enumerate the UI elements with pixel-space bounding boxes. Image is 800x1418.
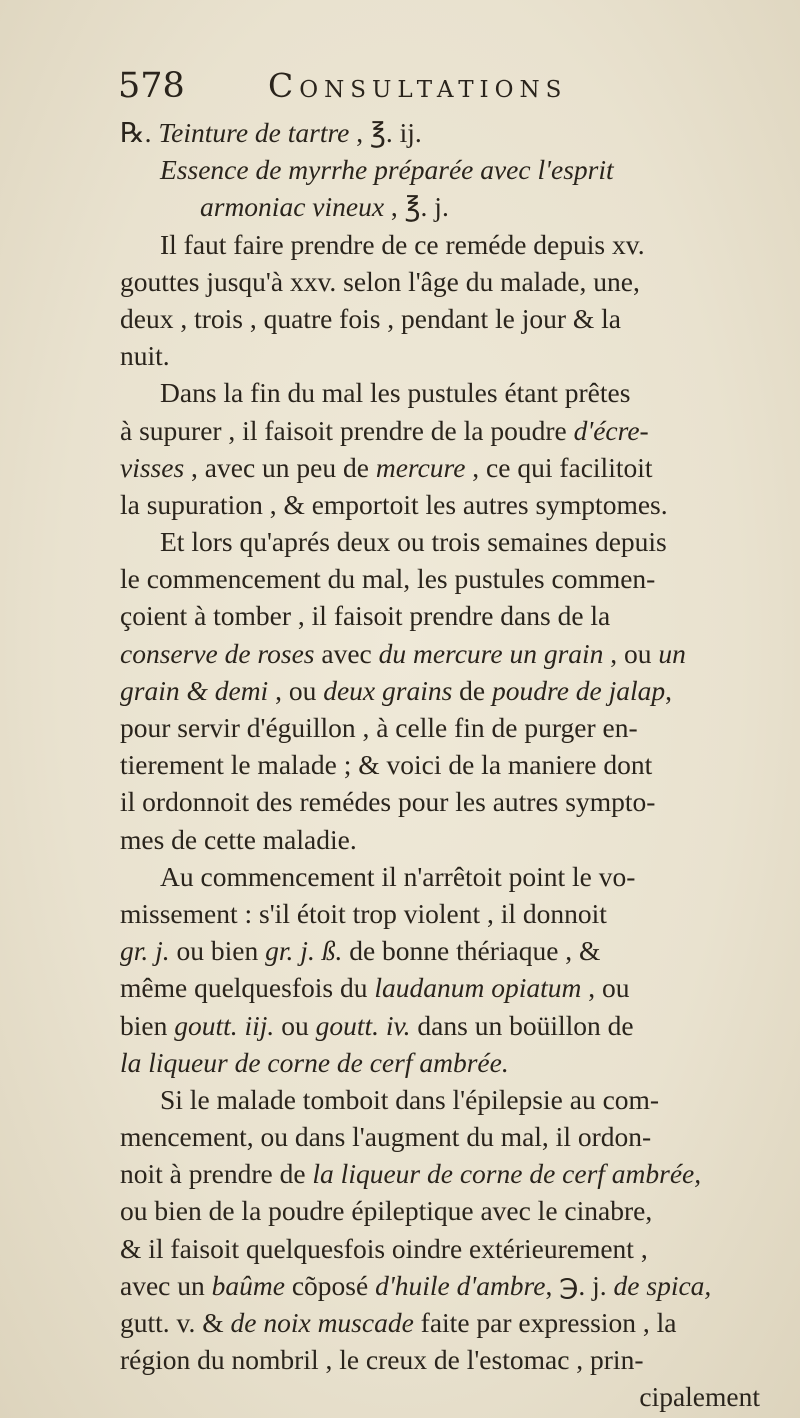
text-segment: ,	[665, 674, 673, 706]
text-line	[120, 932, 760, 969]
text-segment: Dans la fin du mal les pustules étant prêtes	[160, 377, 631, 409]
text-segment: tierement le malade ; & voici de la maniere dont	[120, 749, 653, 781]
page-header	[118, 66, 618, 116]
text-line	[120, 1081, 760, 1118]
text-line	[120, 374, 760, 411]
text-segment: Et lors qu'aprés deux ou trois semaines depuis	[160, 526, 667, 558]
text-segment: noit à prendre de	[120, 1158, 313, 1190]
italic-segment: un	[658, 637, 686, 669]
text-line	[120, 709, 760, 746]
text-segment: çoient à tomber , il faisoit prendre dans de la	[120, 600, 611, 632]
text-segment: dans un boüillon de	[410, 1009, 634, 1041]
text-line	[120, 1155, 760, 1192]
text-line	[120, 858, 760, 895]
text-line	[120, 783, 760, 820]
italic-segment: gr. j. ß.	[265, 935, 343, 967]
italic-segment: armoniac vineux	[200, 191, 385, 223]
italic-segment: Essence de myrrhe préparée avec l'esprit	[160, 154, 614, 186]
italic-segment: grain & demi	[120, 674, 269, 706]
text-line	[120, 1304, 760, 1341]
text-segment: pour servir d'éguillon , à celle fin de purger en-	[120, 712, 638, 743]
text-line	[120, 821, 760, 858]
text-line	[120, 1044, 760, 1081]
text-segment: gutt. v. &	[120, 1307, 231, 1338]
text-segment: ou	[274, 1009, 316, 1041]
text-line	[120, 449, 760, 486]
text-line	[120, 1267, 760, 1304]
text-line	[120, 1118, 760, 1155]
italic-segment: deux grains	[323, 674, 453, 706]
text-segment: il ordonnoit des remédes pour les autres sympto-	[120, 786, 656, 818]
text-segment: missement : s'il étoit trop violent , il donnoit	[120, 897, 607, 929]
text-segment: région du nombril , le creux de l'estomac , prin-	[120, 1344, 644, 1376]
italic-segment: poudre de jalap	[492, 674, 666, 706]
text-line	[120, 597, 760, 634]
text-segment: même quelquesfois du	[120, 972, 375, 1004]
text-segment: à supurer , il faisoit prendre de la poudre	[120, 414, 574, 446]
text-segment: ou bien	[169, 935, 266, 967]
text-segment: mes de cette maladie.	[120, 823, 357, 855]
text-line	[120, 672, 760, 709]
italic-segment: goutt. iij.	[174, 1009, 275, 1041]
text-segment: Il faut faire prendre de ce reméde depuis xv.	[160, 228, 645, 260]
text-segment: , ou	[581, 972, 630, 1004]
text-line	[120, 188, 760, 225]
text-segment: , ℥. j.	[384, 191, 449, 223]
text-line	[120, 895, 760, 932]
text-line	[120, 523, 760, 560]
italic-segment: la liqueur de corne de cerf ambrée.	[120, 1046, 509, 1078]
italic-segment: la liqueur de corne de cerf ambrée,	[312, 1158, 702, 1190]
italic-segment: du mercure un grain	[378, 637, 604, 669]
text-segment: le commencement du mal, les pustules commen-	[120, 563, 656, 595]
text-segment: deux , trois , quatre fois , pendant le jour & la	[120, 302, 621, 334]
body-text	[120, 114, 760, 1416]
running-head: Consultations	[268, 66, 568, 105]
italic-segment: d'écre-	[573, 414, 649, 446]
text-segment: bien	[120, 1009, 175, 1041]
text-segment: Au commencement il n'arrêtoit point le vo-	[160, 860, 636, 892]
italic-segment: laudanum opiatum	[374, 972, 582, 1004]
text-segment: cõposé	[284, 1269, 376, 1301]
text-line	[120, 263, 760, 300]
text-segment: la supuration , & emportoit les autres symptomes.	[120, 488, 668, 520]
text-line	[120, 1007, 760, 1044]
italic-segment: Teinture de tartre	[158, 117, 350, 148]
text-line	[120, 1192, 760, 1229]
page-number: 578	[118, 66, 185, 106]
text-segment: , ou	[268, 674, 324, 706]
italic-segment: conserve de roses	[120, 637, 315, 669]
text-segment: de	[452, 674, 493, 706]
text-segment: cipalement	[639, 1381, 760, 1413]
text-line	[120, 300, 760, 337]
text-segment: , ou	[603, 637, 659, 669]
italic-segment: baûme	[211, 1269, 285, 1301]
text-segment: ℞.	[120, 117, 159, 148]
text-line	[120, 1341, 760, 1378]
text-line	[120, 635, 760, 672]
text-line	[120, 337, 760, 374]
text-segment: avec	[314, 637, 379, 669]
italic-segment: gr. j.	[120, 935, 170, 967]
text-segment: avec un	[120, 1269, 212, 1301]
text-segment: , ce qui facilitoit	[465, 451, 653, 483]
italic-segment: visses	[120, 451, 185, 483]
text-line	[120, 1230, 760, 1267]
text-segment: ou bien de la poudre épileptique avec le cinabre,	[120, 1195, 653, 1227]
text-line	[120, 226, 760, 263]
text-segment: de bonne thériaque , &	[342, 935, 601, 967]
text-segment: , avec un peu de	[184, 451, 376, 483]
text-line	[120, 1378, 760, 1415]
text-segment: Si le malade tomboit dans l'épilepsie au com-	[160, 1083, 660, 1115]
text-segment: nuit.	[120, 340, 170, 372]
text-segment: mencement, ou dans l'augment du mal, il ordon-	[120, 1121, 652, 1153]
text-segment: , ℥. ij.	[349, 117, 422, 148]
text-line	[120, 969, 760, 1006]
italic-segment: d'huile d'ambre	[375, 1269, 546, 1301]
italic-segment: mercure	[375, 451, 466, 483]
text-line	[120, 151, 760, 188]
text-line	[120, 486, 760, 523]
italic-segment: de noix muscade	[230, 1307, 414, 1338]
text-line	[120, 412, 760, 449]
text-segment: & il faisoit quelquesfois oindre extérieurement ,	[120, 1232, 648, 1264]
text-line	[120, 746, 760, 783]
italic-segment: de spica,	[613, 1269, 712, 1301]
italic-segment: goutt. iv.	[315, 1009, 411, 1041]
text-segment: gouttes jusqu'à xxv. selon l'âge du malade, une,	[120, 265, 640, 297]
text-line	[120, 560, 760, 597]
text-segment: , ℈. j.	[545, 1269, 614, 1301]
text-segment: faite par expression , la	[413, 1307, 677, 1338]
text-line	[120, 114, 760, 151]
